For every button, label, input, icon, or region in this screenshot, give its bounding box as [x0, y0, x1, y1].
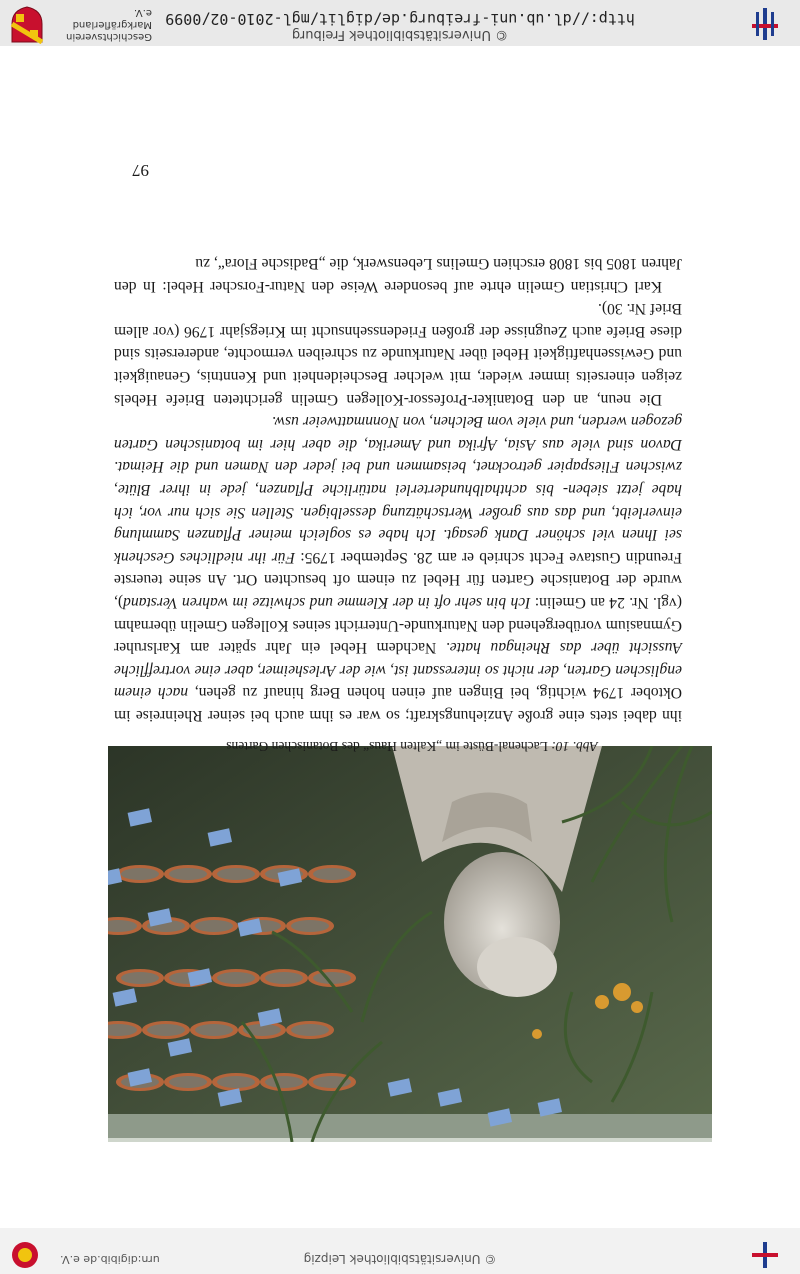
lachenal-bust-photo — [108, 746, 712, 1142]
pot-soil — [265, 1076, 303, 1088]
pot-soil — [217, 1076, 255, 1088]
pot-soil — [265, 972, 303, 984]
pot-soil — [169, 868, 207, 880]
pot-soil — [313, 868, 351, 880]
pot-soil — [169, 1076, 207, 1088]
leipzig-credit: © Universitätsbibliothek Leipzig — [303, 1252, 497, 1266]
paragraph-text: ihn dabei stets eine große Anziehungskraft; so war es ihm auch bei seiner Rheinreise im Oktober 1794 wichtig, bei Bingen auf einen hohen Berg hinauf zu gehen, — [114, 684, 682, 724]
society-line-2: Markgräflerland e.V. — [72, 7, 152, 30]
pot-soil — [121, 868, 159, 880]
paragraph-text: Die neun, an den Botaniker-Professor-Kollegen Gmelin gerichteten Briefe Hebels zeigen einerseits immer wieder, mit welcher Bescheidenheit und Kenntnis, Genauigkeit und Gewissenhaftigkeit Hebel über Naturkunde zu schreiben vermochte, andererseits sind diese Briefe auch Zeugnisse der großen Friedenssehnsucht im Kriegsjahr 1796 (vor allem Brief Nr. 30). — [114, 300, 682, 408]
paragraph — [114, 410, 682, 726]
pot-soil — [217, 868, 255, 880]
society-line-1: Geschichtsverein — [66, 31, 152, 42]
pot-soil — [217, 972, 255, 984]
pot-soil — [291, 920, 329, 932]
pot-soil — [291, 1024, 329, 1036]
library-credit: © Universitätsbibliothek Freiburg — [291, 27, 509, 42]
figure-caption — [112, 738, 712, 754]
pot-soil — [147, 1024, 185, 1036]
paragraph — [114, 252, 682, 297]
photo-drawing — [108, 746, 712, 1142]
body-text — [114, 252, 682, 726]
society-name — [52, 6, 152, 42]
pot-soil — [195, 1024, 233, 1036]
paragraph-text: ), wurde der Botanische Garten für Hebel zu einem oft besuchten Ort. An seine teuerste Freundin Gustave Fecht schrieb er am 28. September 1795: — [114, 548, 682, 612]
urn-credit: urn:digibib.de e.V. — [60, 1253, 160, 1266]
paragraph — [114, 297, 682, 410]
small-crest-icon — [10, 1240, 40, 1270]
paragraph-text: Karl Christian Gmelin ehrte auf besondere Weise den Natur-Forscher Hebel: In den Jahren 1805 bis 1808 erschien Gmelins Lebenswerk, die „Badische Flora“, zu — [114, 255, 682, 295]
brand-mark-small-icon — [752, 1242, 778, 1268]
quoted-text: nach einem englischen Garten, der nicht so interessant ist, wie der Arlesheimer, aber eine vortreffliche Aussicht über das Rheingau hatte. — [114, 639, 682, 702]
caption-text: Lachenal-Büste im „Kalten Haus“ des Botanischen Gartens — [226, 739, 552, 754]
viewer-footer-bar — [0, 1228, 800, 1274]
permalink-url[interactable]: http://dl.ub.uni-freiburg.de/diglit/mgl-2010-02/0099 — [165, 10, 635, 28]
pot-soil — [121, 972, 159, 984]
quoted-text: Ich bin sehr oft in der Klemme und schwitze im wahren Verstand — [123, 594, 531, 612]
page-number: 97 — [132, 161, 149, 180]
paragraph-text: Nachdem Hebel ein Jahr später am Karlsruher Gymnasium vorübergehend den Naturkunde-Unterricht seines Kollegen Gmelin übernahm (vgl. Nr. 24 an Gmelin: — [113, 594, 682, 657]
caption-label: Abb. 10: — [551, 739, 598, 754]
brand-mark-icon — [752, 8, 778, 40]
quoted-text: Für ihr niedliches Geschenk sei Ihnen viel schöner Dank gesagt. Ich habe es sogleich meiner Pflanzen Sammlung einverleibt, und das aus großer Wertschätzung desselbigen. Stellen Sie sich nur vor, ich habe jetzt sieben- bis achthalbhunderterlei natürliche Pflanzen, jede in ihrer Blüte, zwischen Fliespapier getrocknet, beisammen und bei jeder den Namen und die Heimat. Davon sind viele aus Asia, Afrika und Amerika, die aber hier im botanischen Garten gezogen werden, und viele vom Belchen, von Nonnmattweier usw. — [114, 413, 682, 566]
society-crest-icon — [10, 6, 44, 44]
pot-soil — [195, 920, 233, 932]
